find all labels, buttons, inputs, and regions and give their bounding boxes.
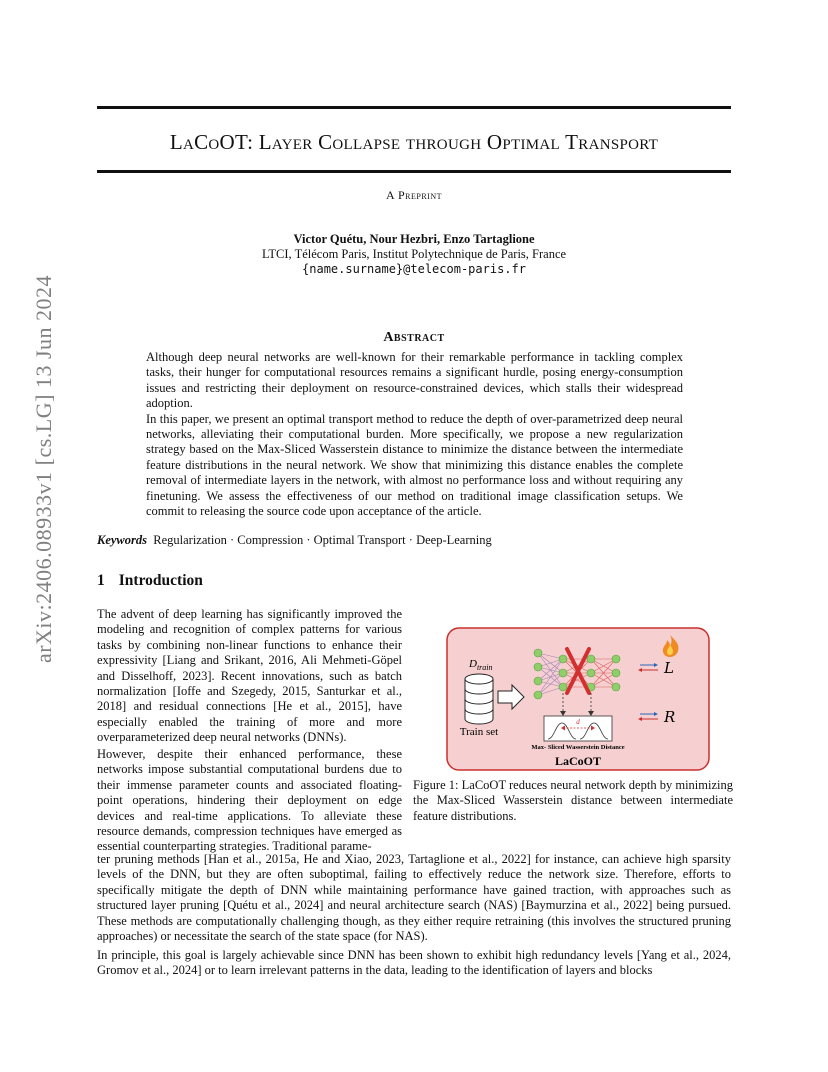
intro-p3-text: In principle, this goal is largely achievable since DNN has been shown to exhibit high redundancy levels [Yang et al., 2024, Gromov et al., 2024] or to learn irrelevant patterns in the data, leading to the identification of layers and blocks xyxy=(97,948,731,978)
keywords-list: Regularization · Compression · Optimal Transport · Deep-Learning xyxy=(153,533,492,547)
database-icon xyxy=(465,674,493,724)
abstract-body xyxy=(146,350,683,519)
affiliation: LTCI, Télécom Paris, Institut Polytechnique de Paris, France xyxy=(261,247,567,261)
method-name-label: LaCoOT xyxy=(554,754,602,768)
author-email: {name.surname}@telecom-paris.fr xyxy=(302,262,526,276)
paper-title-rest: : Layer Collapse through Optimal Transport xyxy=(247,130,659,154)
keywords xyxy=(97,533,731,548)
keywords-label: Keywords xyxy=(97,533,147,547)
section-heading xyxy=(97,572,203,590)
figure-1-caption: Figure 1: LaCoOT reduces neural network depth by minimizing the Max-Sliced Wasserstein distance between intermediate feature distributions. xyxy=(413,778,733,823)
intro-p2-col-text: However, despite their enhanced performance, these networks impose substantial computational burdens due to their immense parameter counts and associated floating-point operations, hindering their deployment on edge devices and real-time applications. To alleviate these resource demands, compression techniques have emerged as essential counterparting strategies. Traditional parame- xyxy=(97,747,402,854)
section-number: 1 xyxy=(97,572,105,589)
train-set-label: Train set xyxy=(459,726,499,738)
abstract-paragraph: In this paper, we present an optimal transport method to reduce the depth of over-parametrized deep neural networks, alleviating their computational burden. More specifically, we propose a new regularization strategy based on the Max-Sliced Wasserstein distance to minimize the distance between the intermediate feature distributions in the neural network. We show that minimizing this distance enables the complete removal of intermediate layers in the network, with almost no performance loss and without requiring any finetuning. We assess the effectiveness of our method on traditional image classification setups. We commit to releasing the source code upon acceptance of the article. xyxy=(146,411,683,519)
intro-paragraph-1 xyxy=(97,607,402,746)
distance-label: Max- Sliced Wasserstein Distance xyxy=(531,744,625,751)
title-top-rule xyxy=(97,106,731,109)
paper-title-acronym: LaCoOT xyxy=(169,130,248,154)
arxiv-stamp: arXiv:2406.08933v1 [cs.LG] 13 Jun 2024 xyxy=(31,274,56,664)
intro-p1-text: The advent of deep learning has significantly improved the modeling and recognition of complex patterns for various tasks by combining non-linear functions to enhance their expressivity [Liang and Srikant, 2016, Ali Mehmeti-Göpel and Disselhoff, 2023]. Recent innovations, such as batch normalization [Ioffe and Szegedy, 2015, Santurkar et al., 2018] and residual connections [He et al., 2015], have especially enabled the training of more and more overparameterized deep neural networks (DNNs). xyxy=(97,607,402,745)
paper-title xyxy=(97,130,731,155)
dataset-label: $D_{train}$ xyxy=(469,658,493,672)
intro-paragraph-2 xyxy=(97,747,402,855)
abstract-paragraph: Although deep neural networks are well-known for their remarkable performance in tackling complex tasks, their hunger for computational resources remains a significant hurdle, posing energy-consumption issues and restricting their deployment on resource-constrained devices, which stalls their widespread adoption. xyxy=(146,350,683,411)
intro-paragraph-3 xyxy=(97,948,731,979)
intro-paragraph-2-continued xyxy=(97,852,731,944)
title-bottom-rule xyxy=(97,170,731,173)
loss-symbol: L xyxy=(664,659,674,677)
regularization-symbol: R xyxy=(664,708,676,726)
abstract-heading: Abstract xyxy=(383,330,445,345)
intro-p2-full-text: ter pruning methods [Han et al., 2015a, He and Xiao, 2023, Tartaglione et al., 2022] for instance, can achieve high sparsity levels of the DNN, but they are often suboptimal, failing to effectively reduce the network size. Therefore, efforts to specifically mitigate the depth of DNN while maintaining performance have gained traction, with approaches such as structured layer pruning [Quétu et al., 2024] and neural architecture search (NAS) [Baymurzina et al., 2022] being pursued. These methods are computationally challenging though, as they either require retraining (this involves the structured pruning approaches) or necessitate the search of the state space (for NAS). xyxy=(97,852,731,944)
distance-symbol: d xyxy=(576,718,580,726)
preprint-label: A Preprint xyxy=(385,188,442,202)
section-title: Introduction xyxy=(118,572,203,589)
authors: Victor Quétu, Nour Hezbri, Enzo Tartaglione xyxy=(293,232,535,246)
figure-1-diagram xyxy=(446,627,710,771)
